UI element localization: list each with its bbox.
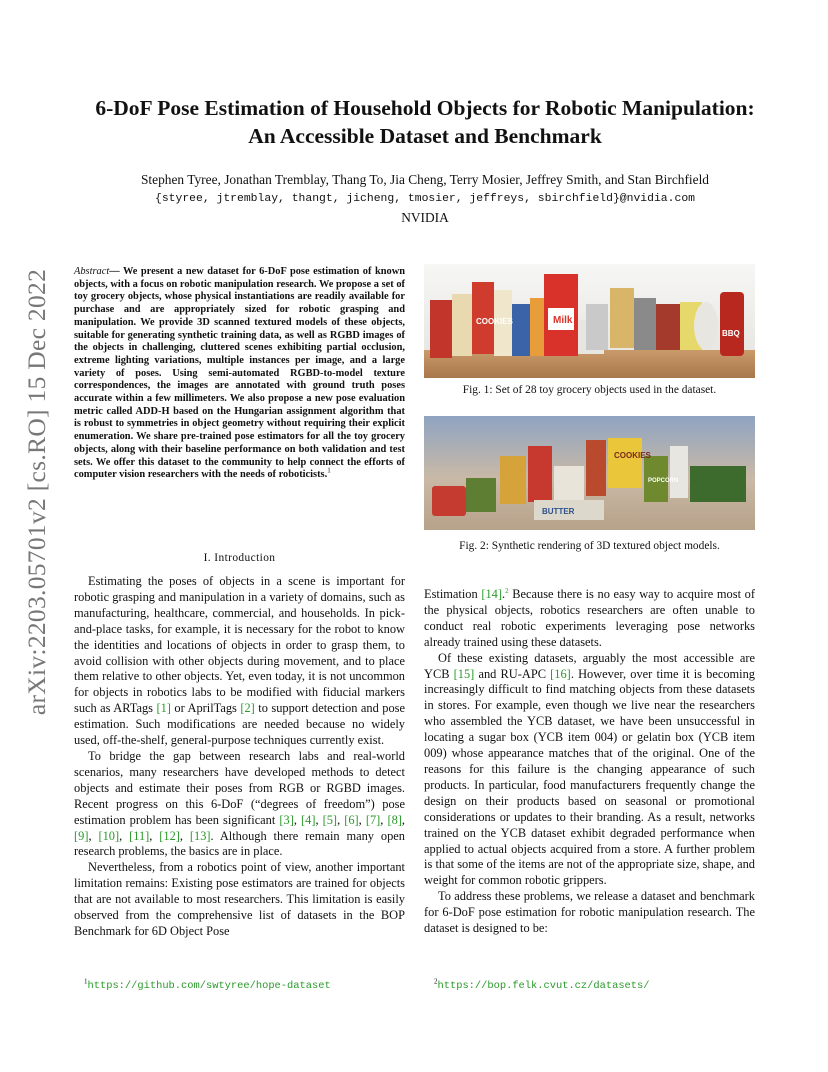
figure-1-caption: Fig. 1: Set of 28 toy grocery objects used in the dataset. bbox=[462, 384, 717, 396]
arxiv-stamp bbox=[20, 268, 54, 716]
intro-paragraph-6: To address these problems, we release a dataset and benchmark for 6-DoF pose estimation for robotic manipulation research. The dataset is designed to be: bbox=[424, 889, 755, 936]
intro-paragraph-1 bbox=[74, 574, 405, 749]
text-span: , bbox=[149, 828, 160, 843]
fig1-milk-carton-label: Milk bbox=[553, 315, 573, 326]
title-line-2: An Accessible Dataset and Benchmark bbox=[248, 124, 602, 148]
text-span: , bbox=[88, 828, 99, 843]
text-span: . bbox=[502, 587, 506, 601]
text-span: , bbox=[401, 812, 405, 827]
citation-link[interactable]: [12] bbox=[159, 828, 180, 843]
abstract-body: We present a new dataset for 6-DoF pose estimation of known objects, with a focus on robotic manipulation research. We propose a set of toy grocery objects, whose physical instantiations are readily available for purchase and are appropriately sized for robotic grasping and manipulation. We provide 3D scanned textured models of these objects, suitable for generating synthetic training data, as well as RGBD images of the objects in challenging, cluttered scenes exhibiting partial occlusion, extreme lighting variations, multiple instances per image, and a large variety of poses. Using semi-automated RGBD-to-model texture correspondences, the images are annotated with ground truth poses accurate within a few millimeters. We also propose a new pose evaluation metric called ADD-H based on the Hungarian assignment algorithm that is robust to symmetries in object geometry without requiring their explicit enumeration. We share pre-trained pose estimators for all the toy grocery objects, along with their baseline performance on both validation and test sets. We offer this dataset to the community to help connect the efforts of computer vision researchers with the needs of roboticists. bbox=[74, 266, 405, 481]
synthetic-rendering-image bbox=[424, 416, 755, 530]
text-span: Estimating the poses of objects in a scene is important for robotic grasping and manipulation in a variety of domains, such as manufacturing, healthcare, commercial, and households. In pick-and-place tasks, for example, it is necessary for the robot to know the identities and locations of objects in order to grasp them, to avoid collision with other objects during movement, and to place them relative to other objects. Yet, even today, it is not uncommon for objects in robotics labs to be modified with fiducial markers such as ARTags bbox=[74, 574, 405, 716]
citation-link[interactable]: [2] bbox=[240, 701, 255, 716]
fig2-popcorn-label: POPCORN bbox=[648, 478, 679, 484]
fig1-bbq-bottle-label: BBQ bbox=[722, 329, 740, 338]
footnote-2-url[interactable]: https://bop.felk.cvut.cz/datasets/ bbox=[437, 980, 650, 992]
footnote-mark-link[interactable]: 2 bbox=[505, 586, 509, 595]
figure-2-caption: Fig. 2: Synthetic rendering of 3D textured object models. bbox=[459, 540, 720, 552]
text-span: To bridge the gap between research labs and real-world scenarios, many researchers have developed methods to detect objects and estimate their poses from RGB or RGBD images. Recent progress on this 6-DoF (“degrees of freedom”) pose estimation problem has been significant bbox=[74, 748, 405, 827]
fig2-butter-label: BUTTER bbox=[542, 507, 575, 516]
text-span: Estimation bbox=[424, 587, 482, 601]
text-span: Of these existing datasets, arguably the most accessible are YCB bbox=[424, 650, 755, 681]
footnote-1 bbox=[84, 977, 331, 992]
citation-link[interactable]: [4] bbox=[301, 812, 316, 827]
text-span: to support detection and pose estimation. Such modifications are needed because no widely used, off-the-shelf, general-purpose techniques currently exist. bbox=[74, 701, 405, 748]
author-emails: {styree, jtremblay, thangt, jicheng, tmosier, jeffreys, sbirchfield}@nvidia.com bbox=[154, 193, 695, 205]
arxiv-identifier: arXiv:2203.05701v2 [cs.RO] 15 Dec 2022 bbox=[22, 268, 51, 716]
left-column-text bbox=[74, 574, 405, 940]
figure-1-image bbox=[424, 264, 755, 378]
intro-paragraph-2 bbox=[74, 749, 405, 860]
text-span: , bbox=[358, 812, 366, 827]
text-span: Because there is no easy way to acquire most of the physical objects, robotics researchers are often unable to conduct real robotic experiments leveraging pose networks already trained using these datasets. bbox=[424, 587, 755, 649]
intro-paragraph-5 bbox=[424, 651, 755, 890]
citation-link[interactable]: [11] bbox=[129, 828, 150, 843]
title-line-1: 6-DoF Pose Estimation of Household Objects for Robotic Manipulation: bbox=[95, 96, 755, 120]
paper-title bbox=[60, 94, 790, 150]
abstract-dash: — bbox=[109, 266, 123, 277]
text-span: and RU-APC bbox=[474, 666, 551, 681]
citation-link[interactable]: [13] bbox=[189, 828, 211, 843]
abstract bbox=[74, 266, 405, 482]
citation-link[interactable]: [15] bbox=[453, 666, 475, 681]
abstract-footnote-mark: 1 bbox=[327, 466, 331, 475]
citation-link[interactable]: [16] bbox=[550, 666, 571, 681]
text-span: . However, over time it is becoming increasingly difficult to find matching objects from these datasets in stores. For example, even though we live near the researchers who assembled the YCB dataset, we have been unsuccessful in locating a sugar box (YCB item 004) or gelatin box (YCB item 009) whose appearance matches that of the original. One of the reasons for this failure is the changing appearance of such products. In particular, food manufacturers frequently change the design on their products based on seasonal or promotional considerations or updates to their branding. As a result, networks trained on the YCB dataset exhibit degraded performance when applied to actual objects acquired from a store. A further problem is that some of the items are not of the appropriate size, shape, and weight for common robotic grippers. bbox=[424, 666, 755, 888]
citation-link[interactable]: [9] bbox=[74, 828, 89, 843]
footnote-2-mark: 2 bbox=[434, 977, 438, 986]
figure-2-image bbox=[424, 416, 755, 530]
citation-link[interactable]: [1] bbox=[156, 701, 171, 716]
text-span: , bbox=[315, 812, 323, 827]
text-span: , bbox=[380, 812, 388, 827]
abstract-label: Abstract bbox=[74, 266, 110, 277]
citation-link[interactable]: [5] bbox=[322, 812, 338, 827]
section-heading-introduction: I. Introduction bbox=[203, 552, 276, 564]
text-span: , bbox=[179, 828, 190, 843]
fig1-cookies-box-label: COOKIES bbox=[476, 317, 513, 326]
citation-link[interactable]: [6] bbox=[344, 812, 359, 827]
text-span: . Although there remain many open research problems, the basics are in place. bbox=[74, 828, 405, 859]
right-column-text bbox=[424, 587, 755, 937]
text-span: or AprilTags bbox=[170, 701, 241, 716]
footnote-1-mark: 1 bbox=[84, 977, 88, 986]
intro-paragraph-3: Nevertheless, from a robotics point of view, another important limitation remains: Existing pose estimators are trained for objects that are not available to most researchers. This limitation is easily observed from the comprehensive list of datasets in the BOP Benchmark for 6D Object Pose bbox=[74, 860, 405, 938]
footnote-2 bbox=[434, 977, 650, 992]
affiliation: NVIDIA bbox=[401, 210, 449, 225]
author-list: Stephen Tyree, Jonathan Tremblay, Thang To, Jia Cheng, Terry Mosier, Jeffrey Smith, and Stan Birchfield bbox=[140, 172, 710, 187]
intro-paragraph-4 bbox=[424, 587, 755, 651]
citation-link[interactable]: [7] bbox=[365, 812, 381, 827]
citation-link[interactable]: [10] bbox=[98, 828, 120, 843]
citation-link[interactable]: [8] bbox=[387, 812, 402, 827]
footnote-1-url[interactable]: https://github.com/swtyree/hope-dataset bbox=[87, 980, 331, 992]
text-span: , bbox=[119, 828, 130, 843]
text-span: , bbox=[337, 812, 345, 827]
fig2-cookies-box-label: COOKIES bbox=[614, 451, 651, 460]
citation-link[interactable]: [3] bbox=[279, 812, 294, 827]
citation-link[interactable]: [14] bbox=[481, 587, 502, 601]
grocery-objects-photo bbox=[424, 264, 755, 378]
text-span: , bbox=[293, 812, 301, 827]
